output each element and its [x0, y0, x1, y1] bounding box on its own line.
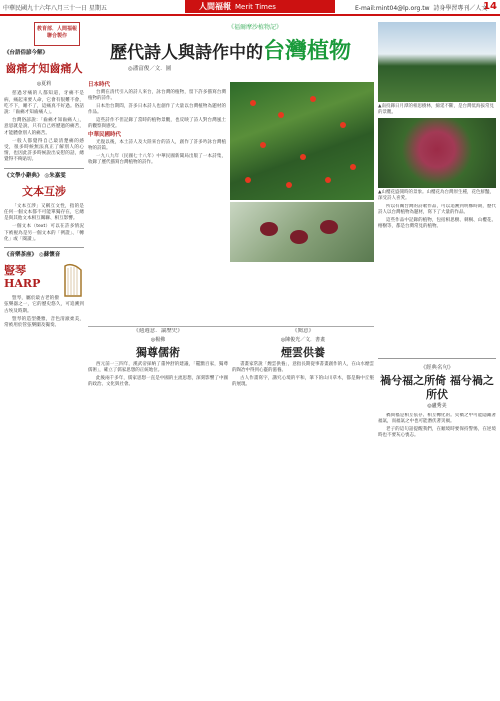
article-label: 《週週意．論歷史》: [133, 328, 183, 334]
sponsor-badge: 教育部．人間福報 聯合製作: [34, 22, 80, 46]
music-tag: 《音樂茶座》 ◎蘇懷音: [4, 252, 61, 259]
article-paragraph: 此後兩千多年，儒家思想一直是中國的主流思想，深刻影響了中國的政治、文化與社會。: [88, 376, 228, 387]
article-paragraph: 一般人都覺得自己最清楚痛的感受，很多時候無法真正了解別人的心情，也因此許多時候說出安慰的話，總覺得不夠貼切。: [4, 138, 84, 163]
issue-date: 中華民國九十六年八月三十一日 星期五: [3, 5, 107, 12]
series-tag: 《福爾摩沙植物記》: [228, 24, 283, 31]
logo-subtitle: Merit Times: [235, 3, 276, 11]
main-headline: [110, 34, 351, 65]
article-title: 獨尊儒術: [136, 346, 180, 359]
fruit-photo: [230, 202, 374, 262]
article-title-intertext: 文本互涉: [22, 184, 66, 198]
divider: [4, 168, 84, 169]
column-tag: 《台語俗諺今解》: [4, 50, 49, 56]
body-paragraph: 日本治台期間，許多日本詩人也創作了大量以台灣植物為題材的作品。: [88, 104, 226, 115]
subhead-roc-era: 中華民國時代: [88, 132, 122, 138]
article-paragraph: 西元前一三四年，漢武帝採納了董仲舒的建議，「罷黜百家，獨尊儒術」，確立了儒家思想的正統地位。: [88, 362, 228, 373]
cherry-blossom-photo: [378, 118, 496, 188]
section-name: 詩身學習專刊／人文: [433, 5, 488, 12]
body-paragraph: 一九八九年（民國七十八年）中華民國新聞局出版了一本詩集，收錄了歷代描寫台灣植物的詩作。: [88, 154, 226, 165]
body-paragraph: 所以有關台灣的詩歌作品，可以追溯到明鄭時期，歷代詩人以台灣植物為題材，寫下了大量的作品。: [378, 204, 496, 215]
subhead-japan-era: 日本時代: [88, 82, 111, 88]
harp-icon: [62, 262, 84, 298]
body-paragraph: 這些詩作不但記錄了當時的植物景觀，也反映了詩人對台灣風土的觀察與感受。: [88, 118, 226, 129]
header-section: [355, 3, 487, 12]
logo-text: 人間福報: [199, 1, 231, 11]
body-paragraph: 禍與福是相互依存、相互轉化的。災禍之中可能隱藏著福氣，而福氣之中也可能潛伏著災禍。: [378, 413, 496, 424]
article-paragraph: 台灣俗諺說：「齒痛才知齒痛人」，意思就是說，只有自己經歷過的痛苦，才能體會別人的痛苦。: [4, 118, 84, 136]
body-paragraph: 光復以後，本土詩人及大陸來台的詩人，創作了許多吟詠台灣植物的詩篇。: [88, 140, 226, 151]
headline-part2: 台灣植物: [263, 39, 352, 64]
music-author: ◎蘇懷音: [38, 252, 61, 259]
left-column: [4, 22, 84, 696]
article-paragraph: 豎琴，屬於最古老的撥弦樂器之一，它的歷史悠久，可追溯到古埃及時期。: [4, 296, 84, 314]
section-divider: [88, 326, 374, 327]
dictionary-tag: 《文學小辭典》 ◎朱嘉雯: [4, 172, 66, 179]
headline-part1: 歷代詩人與詩作中的: [110, 43, 263, 63]
article-label: 《閱意》: [291, 328, 314, 334]
article-title-toothache: 齒痛才知齒痛人: [5, 62, 83, 76]
article-paragraph: 書畫家常說「煙雲供養」，意指長期從事書畫創作的人，在山水煙雲的陶冶中得到心靈的滋養。: [232, 362, 374, 373]
divider: [4, 247, 84, 248]
main-body: [88, 80, 226, 320]
body-paragraph: 老子的這句話提醒我們，在順境時要保持警惕，在逆境時也不要灰心喪志。: [378, 427, 496, 438]
article-paragraph: 一個文本（text）可以在許多情況下被視為是另一個文本的「例證」、「轉化」或「閱讀」。: [4, 224, 84, 242]
page-number: 14: [483, 1, 497, 12]
article-mist-cloud: [232, 328, 374, 538]
article-paragraph: 慈過牙痛的人都知道，牙痛不是病，痛起來要人命，它會有很難不會，吃不下，睡不了，這痛真不好過。俗話說：「齒痛才知齒痛人」。: [4, 91, 84, 116]
quote-author: ◎盧秀美: [427, 403, 447, 409]
right-column: [378, 22, 496, 583]
body-paragraph: 這些作品中記錄的植物，包括相思樹、刺桐、山櫻花、榕樹等，都是台灣常見的植物。: [378, 218, 496, 229]
newspaper-logo: [185, 0, 335, 13]
page-header: [0, 0, 500, 14]
forest-photo: [378, 22, 496, 102]
photo-caption: ▲南投縣日月潭的相思樹林，綿延不斷，是台灣低海拔常見的景觀。: [378, 104, 494, 115]
article-paragraph: 「文本互涉」又稱互文性，指的是任何一個文本都不可能單獨存在，它總是與其他文本相互關聯、相互影響。: [4, 203, 84, 222]
photo-caption: ▲山櫻花盛開時的景象。山櫻花為台灣原生種，花色鮮豔，深受詩人喜愛。: [378, 190, 494, 201]
article-title: 煙雲供養: [281, 346, 325, 359]
contact-email: E-mail:mint04@lp.org.tw: [355, 5, 430, 12]
dictionary-author: ◎朱嘉雯: [44, 172, 66, 179]
article-title-harp: 豎琴 HARP: [4, 264, 41, 291]
divider: [378, 358, 496, 359]
article-author: ◎夏莉: [36, 81, 52, 88]
article-author: ◎楊佛: [150, 337, 166, 343]
header-rule: [0, 14, 500, 16]
right-body: [378, 204, 496, 354]
article-paragraph: 豎琴的造型優雅，音色清澈柔美，常被用於管弦樂團及獨奏。: [4, 316, 84, 329]
body-paragraph: 台灣在清代引入的詩人來台，詠台灣的植物，留下許多描寫台灣植物的詩作。: [88, 90, 226, 101]
main-byline: ◎潘富俊／文．圖: [128, 66, 172, 72]
article-author: ◎陳俊光／文．書畫: [280, 337, 326, 343]
quote-title: 禍兮福之所倚 福兮禍之所伏: [380, 374, 494, 401]
quote-body: [378, 413, 496, 583]
article-confucianism: [88, 328, 228, 538]
quote-label: 《經典名句》: [420, 365, 454, 371]
article-paragraph: 古人作畫寫字，講究心境的平和，筆下的山川草木，都是胸中丘壑的展現。: [232, 376, 374, 387]
flower-tree-photo: [230, 82, 374, 200]
